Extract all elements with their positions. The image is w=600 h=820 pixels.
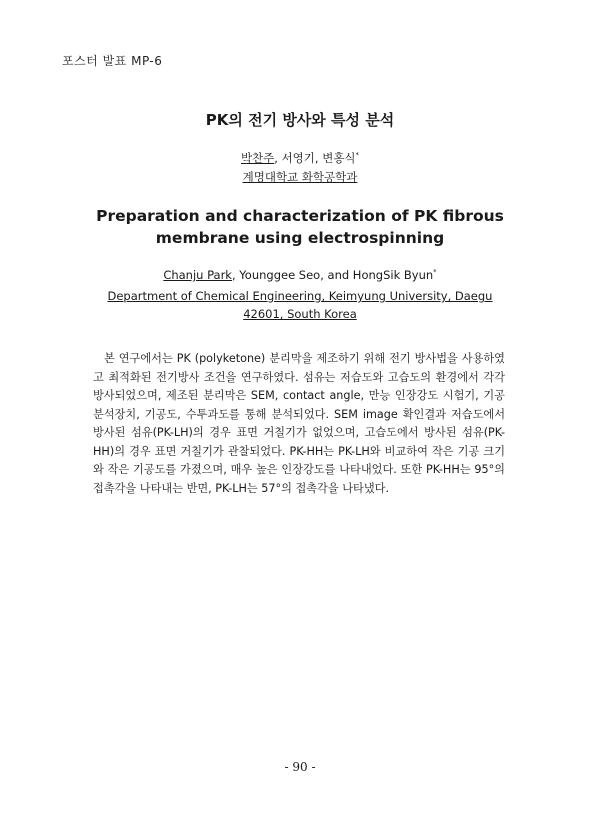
- english-title: Preparation and characterization of PK fibrous membrane using electrospinning: [96, 207, 504, 247]
- abstract-body: 본 연구에서는 PK (polyketone) 분리막을 제조하기 위해 전기 방사법을 사용하였고 최적화된 전기방사 조건을 연구하였다. 섬유는 저습도와 고습도의 환경에서 각각 방사되었으며, 제조된 분리막은 SEM, contact angle, 만능 인장강도 시험기, 기공 분석장치, 기공도, 수투과도를 통해 분석되었다. SEM image 확인결과 저습도에서 방사된 섬유(PK-LH)의 경우 표면 거칠기가 없었으며, 고습도에서 방사된 섬유(PK-HH)의 경우 표면 거칠기가 관찰되었다. PK-HH는 PK-LH와 비교하여 작은 기공 크기와 작은 기공도를 가졌으며, 매우 높은 인장강도를 나타내었다. 또한 PK-HH는 95°의 접촉각을 나타내는 반면, PK-LH는 57°의 접촉각을 나타냈다.: [93, 352, 505, 495]
- korean-authors: [0, 150, 600, 166]
- korean-corresponding-mark: *: [355, 151, 360, 160]
- page-number: - 90 -: [284, 760, 316, 774]
- korean-title: PK의 전기 방사와 특성 분석: [205, 111, 395, 129]
- english-corresponding-mark: *: [433, 268, 437, 277]
- session-tag: 포스터 발표 MP-6: [62, 54, 163, 68]
- english-other-authors: , Younggee Seo, and HongSik Byun: [231, 268, 434, 282]
- korean-first-author: 박찬주: [240, 151, 275, 165]
- korean-affiliation: 계명대학교 화학공학과: [242, 170, 358, 184]
- english-first-author: Chanju Park: [163, 268, 232, 282]
- korean-other-authors: , 서영기, 변홍식: [274, 151, 356, 165]
- english-authors: [0, 268, 600, 282]
- english-affiliation: Department of Chemical Engineering, Keimyung University, Daegu 42601, South Korea: [107, 289, 493, 321]
